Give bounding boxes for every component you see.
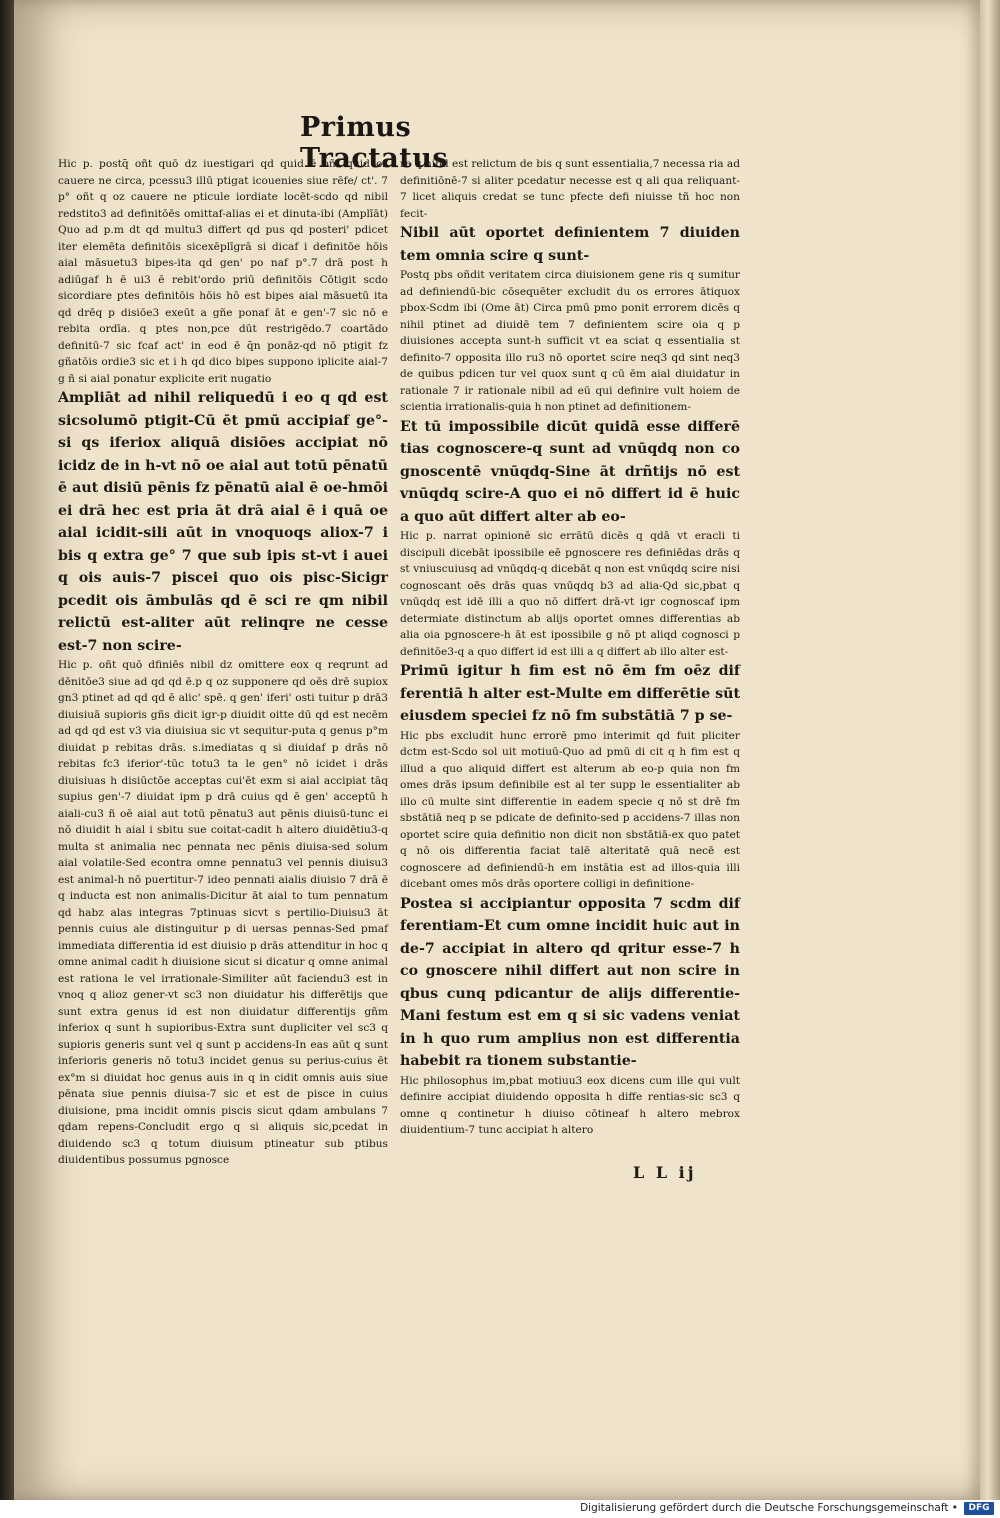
book-spine-edge — [0, 0, 14, 1500]
digitization-footer — [0, 1500, 1000, 1518]
lemma-paragraph: Postea si accipiantur opposita 7 scdm dif ferentiam-Et cum omne incidit huic aut in de-7 accipiat in altero qd qritur esse-7 h co gnoscere nihil differt aut non scire in qbus cunq pdicantur de alijs differentie-Mani festum est em q si sic vadens veniat in h quo rum amplius non est differentia habebit ra tionem substantie- — [400, 895, 740, 1069]
commentary-paragraph: Hic p. postq̄ oñt quō dz iuestigari qd quid ē oñt quid oz cauere ne circa, pcessu3 illū ptigat icouenies siue rēfe/ ct'. 7 p° oñt q oz cauere ne pticule iordiate locēt-scdo qd nibil redstito3 ad definitōēs omittaf-alias ei et dinuta-ibi (Amplīāt) Quo ad p.m dt qd multu3 differt qd pus qd posteri' pdicet iter elemēta definitōis sicexēplīgrā si dicaf i definitōe hōis aial māsuetu3 bipes-ita qd gen' po naf p°.7 drā post h adiūgaf h ē ui3 ē rebit'ordo priū definitōis Cōtigit scdo sicordiare ptes definitōis hōis hō est bipes aial māsuetū ita qd drēq p disiōe3 exeūt a gñe ponaf āt e gen'-7 sic nō e rebita ordīa. q ptes non,pce dūt restrigēdo.7 coartādo definitū-7 sic fcaf act' in eod ē q̄n ponāz-qd nō ptigit fz gñatōis ordie3 sic et i h qd dico bipes suppono iplicite aial-7 g ñ si aial ponatur explicite erit nugatio — [58, 158, 388, 385]
dfg-logo-icon: DFG — [964, 1502, 994, 1515]
foliation-signature: L L ij — [633, 1163, 697, 1182]
page-fore-edge — [980, 0, 1000, 1500]
right-column — [400, 156, 740, 1139]
commentary-paragraph: Hic philosophus im,pbat motiuu3 eox dicens cum ille qui vult definire accipiat diuidendo opposita h diffe rentias-sic sc3 q omne q continetur h diuiso cōtineaf h altero mebrox diuidentium-7 tunc accipiat h altero — [400, 1074, 740, 1136]
commentary-paragraph: Hic p. narrat opinionē sic errātū dicēs q qdā vt eracli ti discipuli dicebāt ipossibile eē pgnoscere res definiēdas drās q st vniuscuiusq ad vnūqdq-q dicebāt q non est vnūqdq scire nisi cognoscant oēs drās quas vnūqdq b3 ad alia-Qd sic,pbat q vnūqdq est idē illi a quo nō differt drā-vt igr cognoscaf ipm determiate distinctum ab alijs oportet omnes differentias ab alia oia pgnoscere-h āt est ipossibile g nō pt aliqd cognosci p definitōe3-q a quo differt id est illi a q differt ab illo alter est- — [400, 530, 740, 658]
footer-credit: Digitalisierung gefördert durch die Deutsche Forschungsgemeinschaft • — [580, 1502, 958, 1514]
lemma-paragraph: Et tū impossibile dicūt quidā esse differē tias cognoscere-q sunt ad vnūqdq non co gnoscentē vnūqdq-Sine āt drñtijs nō est vnūqdq scire-A quo ei nō differt id ē huic a quo aūt differt alter ab eo- — [400, 418, 740, 525]
commentary-paragraph: Hic pbs excludit hunc errorē pmo interimit qd fuit pliciter dctm est-Scdo sol uit motiuū-Quo ad pmū di cit q h fim est q illud a quo aliquid differt est alterum ab eo-p quia non fm omes drās ipsum definibile est al ter supp le essentialiter ab illo cū multe sint differentie in eadem specie q nō st drē fm sbstātiā neq p se pdicate de definito-sed p accidens-7 illas non oportet scire quia definitio non dicit non sbstātiā-ex quo patet q nō ois differentia faciat talē alteritatē quā necē est cognoscere ad definiendū-h em instātia est ad illos-quia illi dicebant omes mōs drās oportere colligi in definitione- — [400, 729, 740, 890]
lemma-paragraph: Nibil aūt oportet definientem 7 diuiden tem omnia scire q sunt- — [400, 225, 740, 264]
lemma-paragraph: Ampliāt ad nihil reliquedū i eo q qd est sicsolumō ptigit-Cū ēt pmū accipiaf ge°-si qs iferiox aliquā disiōes accipiat nō icidz de in h-vt nō oe aial aut totū pēnatū ē aut disiū pēnis fz pēnatū aial ē oe-hmōi ei drā hec est pria āt drā aial ē i quā oe aial icidit-sili aūt in vnoquoqs aliox-7 i bis q extra ge° 7 que sub ipis st-vt i auei q ois auis-7 piscei quo ois pisc-Sicigr pcedit ois āmbulās qd ē sci re qm nibil relictū est-aliter aūt relinqre ne cesse est-7 non scire- — [58, 390, 388, 654]
commentary-paragraph: Hic p. oñt quō dfiniēs nibil dz omittere eox q reqrunt ad dēnitōe3 siue ad qd qd ē.p q oz supponere qd oēs drē supiox gn3 ptinet ad qd qd ē alic' spē. q gen' iferi' osti tuitur p drā3 diuisiuā supioris gñs dicit igr-p diuidit oitte dū qd est necēm ad qd qd est v3 via diuisiua sic vt sequitur-puta q genus p°m diuidat p rebitas drās. s.imediatas q si diuidaf p drās nō rebitas fc3 iferior'-tūc totu3 ta le gen° nō icidet i drās diuisiuas h disiūctōe acceptas cui'ēt exm si aial accipiat tāq supius gen'-7 diuidat ipm p drā cuius qd ē gen' acceptū h aiali-cu3 ñ oē aial aut totū pēnatu3 aut pēnis diuisū-tunc ei nō diuidit h aial i sbitu sue coitat-cadit h altero diuidētiu3-q multa st animalia nec pennata nec pēnis diuisa-sed solum aial volatile-Sed econtra omne pennatu3 vel pennis diuisu3 est animal-h nō puertitur-7 ideo pennati aialis diuisio 7 drā ē q inducta est non animalis-Dicitur āt aial to tum pennatum qd habz alas integras 7ptinuas sicvt s pertilio-Diuisu3 āt pennis cuius ale distinguitur p di uersas pennas-Sed pmaf immediata differentia id est diuisio p drās attenditur in hoc q omne animal cadit h diuisione sicut si dicatur q omne animal est rationa le vel irrationale-Similiter aūt faciendu3 est in vnoq q alioz gener-vt sc3 non diuidatur his differētijs que sunt extra genus id est non diuidatur differentijs gñm inferiox q sunt h supioribus-Extra sunt dupliciter vel sc3 q supioris generis sunt vel q sunt p accidens-In eas aūt q sunt inferioris generis nō totu3 incidet genus su perius-cuius ēt ex°m si diuidat hoc genus auis in q in cidit omnis auis siue pēnata siue pennis diuisa-7 sic et est de pisce in cuius diuisione, pma incidit omnis piscis sicut qdam ambulans 7 qdam repens-Concludit ergo q si aliquis sic,pcedat in diuidendo sc3 q totum diuisum ptineatur sub ptibus diuidentibus possumus pgnosce — [58, 659, 388, 1166]
running-head: Primus Tractatus — [300, 112, 449, 174]
commentary-paragraph: re q nibil est relictum de bis q sunt essentialia,7 necessa ria ad definitiōnē-7 si aliter pcedatur necesse est q ali qua reliquant-7 licet aliquis credat se tunc pfecte defi niuisse tñ hoc non fecit- — [400, 158, 740, 220]
lemma-paragraph: Primū igitur h fim est nō ēm fm oēz dif ferentiā h alter est-Multe em differētie sūt eiusdem speciei fz nō fm substātiā 7 p se- — [400, 663, 740, 724]
commentary-paragraph: Postq pbs oñdit veritatem circa diuisionem gene ris q sumitur ad definiendū-bic cōsequēter excludit du os errores ātiquox pbox-Scdm ibi (Ome āt) Circa pmū pmo ponit errorem dicēs q nihil ptinet ad diuidē tem 7 definientem scire oia q p diuisiones accepta sunt-h sufficit vt ea sciat q essentialia st definito-7 opposita illo ru3 nō oportet scire neq3 qd sint neq3 de quibus pdicen tur vel quox sunt q cū ēm aial diuidatur in rationale 7 ir rationale nibil ad eū qui definire vult hoiem de scientia irrationalis-quia h non ptinet ad definitionem- — [400, 269, 740, 413]
left-column — [58, 156, 388, 1169]
